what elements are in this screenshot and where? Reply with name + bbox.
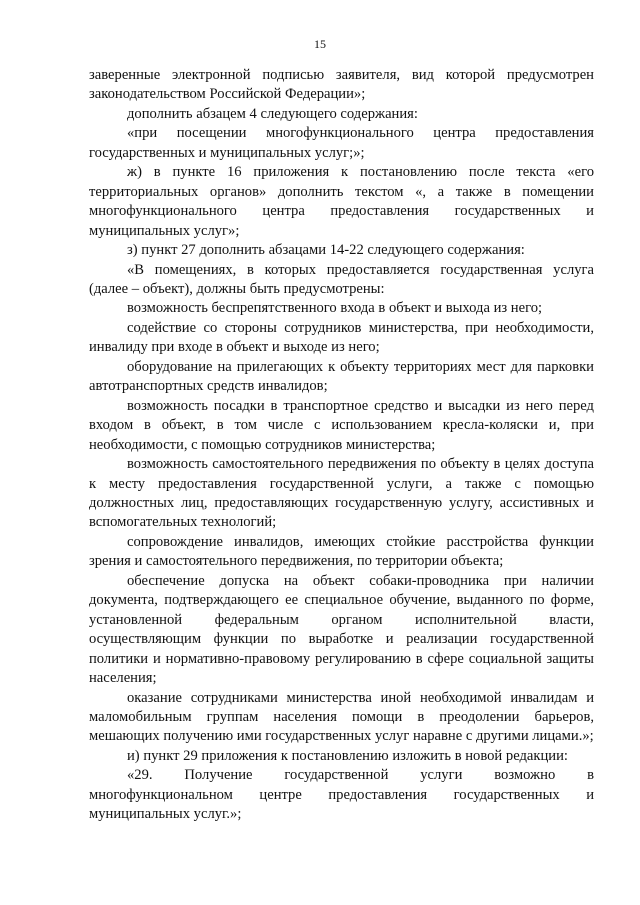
paragraph: и) пункт 29 приложения к постановлению изложить в новой редакции:: [127, 747, 568, 764]
paragraph: возможность посадки в транспортное средство и высадки из него перед входом в объект, в том числе с использованием кресла-коляски и, при необходимости, с помощью сотрудников министерства;: [89, 397, 594, 453]
paragraph: обеспечение допуска на объект собаки-проводника при наличии документа, подтверждающего ее специальное обучение, выданного по форме, установленной федеральным органом исполнительной власти, осуществляющим функции по выработке и реализации государственной политики и нормативно-правовому регулированию в сфере социальной защиты населения;: [89, 572, 594, 687]
paragraph: дополнить абзацем 4 следующего содержания:: [127, 105, 418, 122]
paragraph: «29. Получение государственной услуги возможно в многофункциональном центре предоставления государственных и муниципальных услуг.»;: [89, 767, 594, 823]
page-number: 15: [314, 37, 326, 51]
paragraph: ж) в пункте 16 приложения к постановлению после текста «его территориальных органов» дополнить текстом «, а также в помещении многофункционального центра предоставления государственных и муниципальных услуг»;: [89, 164, 594, 239]
paragraph: заверенные электронной подписью заявителя, вид которой предусмотрен законодательством Российской Федерации»;: [89, 67, 594, 103]
paragraph: возможность беспрепятственного входа в объект и выхода из него;: [127, 300, 543, 317]
paragraph: возможность самостоятельного передвижения по объекту в целях доступа к месту предоставления государственной услуги, а также с помощью должностных лиц, предоставляющих государственную услугу, ассистивных и вспомогательных технологий;: [89, 456, 594, 531]
paragraph: сопровождение инвалидов, имеющих стойкие расстройства функции зрения и самостоятельного передвижения, по территории объекта;: [89, 533, 594, 570]
paragraph: «при посещении многофункционального центра предоставления государственных и муниципальных услуг;»;: [89, 125, 594, 161]
paragraph: з) пункт 27 дополнить абзацами 14-22 следующего содержания:: [127, 242, 525, 259]
paragraph: содействие со стороны сотрудников министерства, при необходимости, инвалиду при входе в объект и выходе из него;: [89, 319, 594, 356]
paragraph: «В помещениях, в которых предоставляется государственная услуга (далее – объект), должны быть предусмотрены:: [89, 261, 594, 297]
document-body: [89, 66, 594, 825]
paragraph: оказание сотрудниками министерства иной необходимой инвалидам и маломобильным группам населения помощи в преодолении барьеров, мешающих получению ими государственных услуг наравне с другими лицами.»;: [89, 689, 594, 745]
paragraph: оборудование на прилегающих к объекту территориях мест для парковки автотранспортных средств инвалидов;: [89, 358, 594, 395]
